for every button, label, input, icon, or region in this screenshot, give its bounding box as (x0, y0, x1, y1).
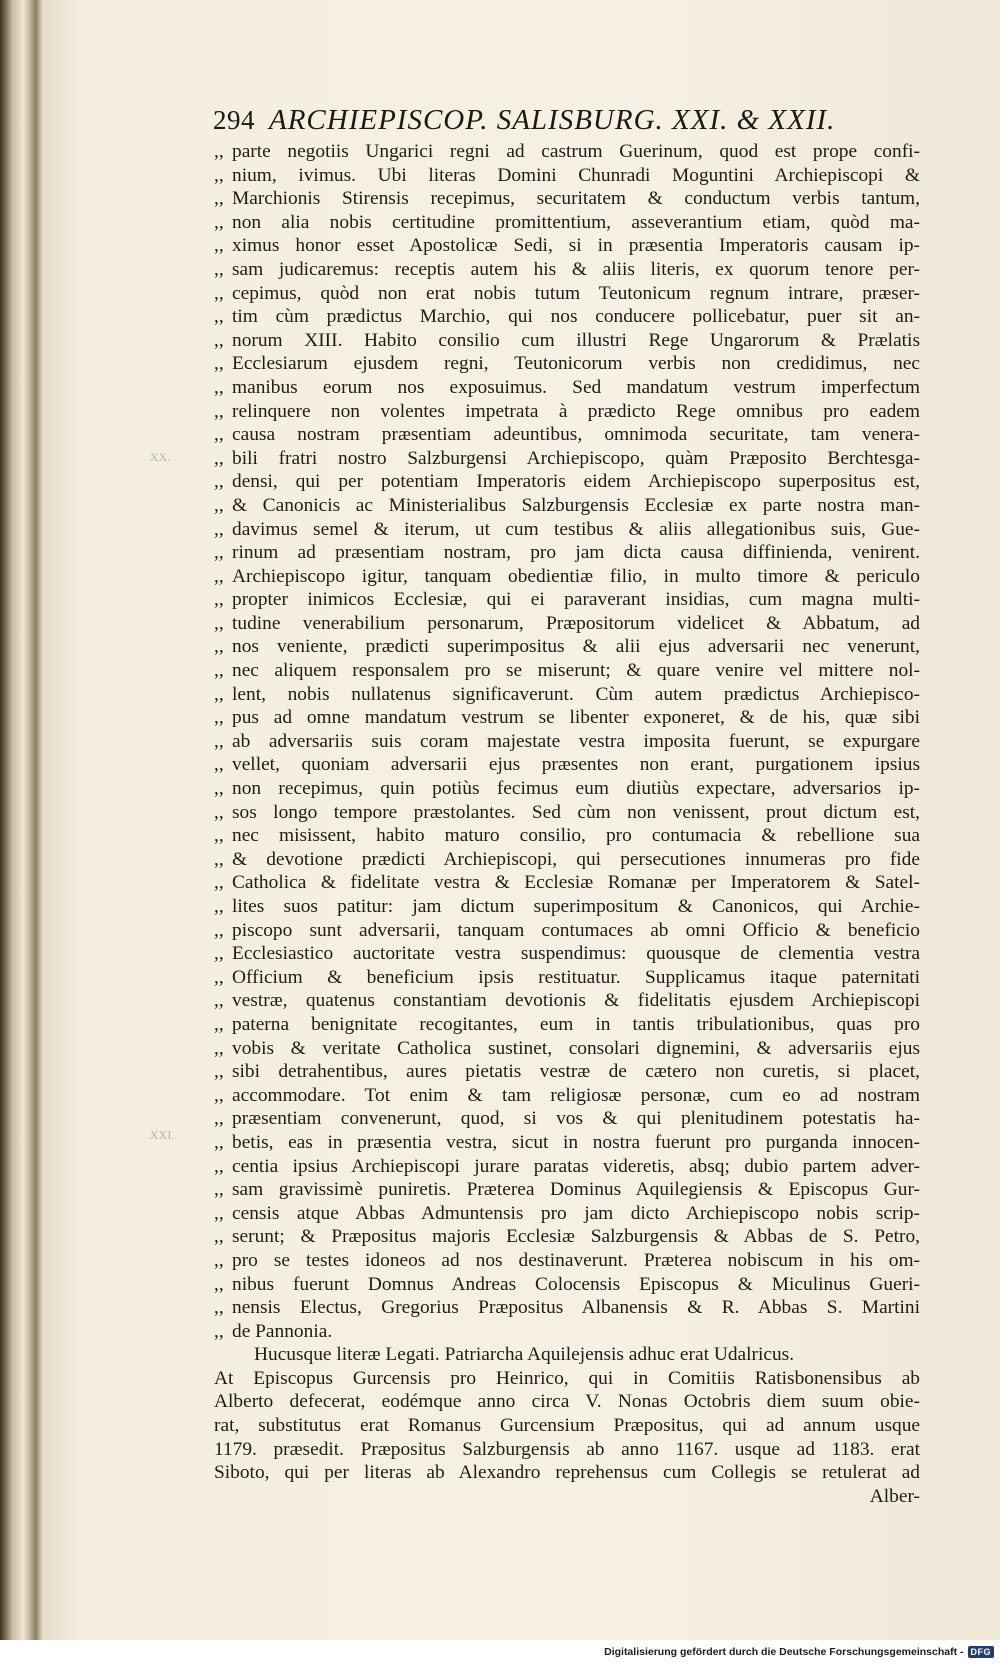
line-text: rinum ad præsentiam nostram, pro jam dicta causa diffinienda, venirent. (232, 542, 920, 564)
text-line (214, 1225, 920, 1249)
line-text: centia ipsius Archiepiscopi jurare paratas videretis, absq; dubio partem adver- (232, 1155, 920, 1177)
line-text: rat, substitutus erat Romanus Gurcensium Præpositus, qui ad annum usque (214, 1415, 920, 1437)
quote-mark: ,, (214, 754, 224, 776)
text-line (214, 1273, 920, 1297)
line-text: parte negotiis Ungarici regni ad castrum Guerinum, quod est prope confi- (232, 141, 920, 162)
line-text: davimus semel & iterum, ut cum testibus & aliis allegationibus suis, Gue- (232, 518, 920, 540)
line-text: piscopo sunt adversarii, tanquam contumaces ab omni Officio & beneficio (232, 919, 920, 941)
line-text: vellet, quoniam adversarii ejus præsentes non erant, purgationem ipsius (232, 754, 920, 776)
text-line (214, 1461, 920, 1485)
line-text: Hucusque literæ Legati. Patriarcha Aquilejensis adhuc erat Udalricus. (254, 1344, 795, 1366)
text-line (214, 541, 920, 565)
catchword (214, 1485, 920, 1509)
text-line (214, 824, 920, 848)
text-line (214, 635, 920, 659)
line-text: Alberto defecerat, eodémque anno circa V. Nonas Octobris diem suum obie- (214, 1391, 920, 1413)
line-text: nensis Electus, Gregorius Præpositus Albanensis & R. Abbas S. Martini (232, 1297, 920, 1319)
line-text: Archiepiscopo igitur, tanquam obedientiæ filio, in multo timore & periculo (232, 565, 920, 587)
line-text: sibi detrahentibus, aures pietatis vestræ de cætero non curetis, si placet, (232, 1061, 920, 1083)
line-text: nium, ivimus. Ubi literas Domini Chunradi Moguntini Archiepiscopi & (232, 164, 920, 186)
quote-mark: ,, (214, 1320, 224, 1342)
quote-mark: ,, (214, 1202, 224, 1224)
line-text: At Episcopus Gurcensis pro Heinrico, qui in Comitiis Ratisbonensibus ab (214, 1367, 920, 1389)
text-line (214, 400, 920, 424)
line-text: ab adversariis suis coram majestate vestra imposita fuerunt, se expurgare (232, 730, 920, 752)
digitization-footer (0, 1640, 1000, 1664)
text-line (214, 1155, 920, 1179)
text-line (214, 234, 920, 258)
text-line (214, 447, 920, 471)
line-text: Siboto, qui per literas ab Alexandro reprehensus cum Collegis se retulerat ad (214, 1462, 920, 1484)
text-line (214, 565, 920, 589)
line-text: vestræ, quatenus constantiam devotionis & fidelitatis ejusdem Archiepiscopi (232, 990, 920, 1012)
line-text: Ecclesiastico auctoritate vestra suspendimus: quousque de clementia vestra (232, 943, 920, 965)
line-text: 1179. præsedit. Præpositus Salzburgensis ab anno 1167. usque ad 1183. erat (214, 1438, 920, 1460)
line-text: sam gravissimè puniretis. Præterea Dominus Aquilegiensis & Episcopus Gur- (232, 1179, 920, 1201)
text-line (214, 659, 920, 683)
quote-mark: ,, (214, 306, 224, 328)
text-line (214, 518, 920, 542)
quote-mark: ,, (214, 518, 224, 540)
text-line (214, 942, 920, 966)
quote-mark: ,, (214, 471, 224, 493)
line-text: & devotione prædicti Archiepiscopi, qui persecutiones innumeras pro fide (232, 848, 920, 870)
quote-mark: ,, (214, 801, 224, 823)
quote-mark: ,, (214, 943, 224, 965)
quote-mark: ,, (214, 188, 224, 210)
quote-mark: ,, (214, 612, 224, 634)
quote-mark: ,, (214, 589, 224, 611)
line-text: paterna benignitate recogitantes, eum in tantis tribulationibus, quas pro (232, 1013, 920, 1035)
line-text: Alber- (869, 1485, 920, 1507)
line-text: norum XIII. Habito consilio cum illustri Rege Ungarorum & Prælatis (232, 329, 920, 351)
quote-mark: ,, (214, 636, 224, 658)
text-line (214, 187, 920, 211)
line-text: Ecclesiarum ejusdem regni, Teutonicorum verbis non credidimus, nec (232, 353, 920, 375)
text-line (214, 1343, 920, 1367)
quote-mark: ,, (214, 1108, 224, 1130)
quote-mark: ,, (214, 258, 224, 280)
text-line (214, 1438, 920, 1462)
quote-mark: ,, (214, 730, 224, 752)
quote-mark: ,, (214, 141, 224, 162)
text-line (214, 1107, 920, 1131)
quote-mark: ,, (214, 424, 224, 446)
line-text: non recepimus, quin potiùs fecimus eum diutiùs expectare, adversarios ip- (232, 778, 920, 800)
line-text: bili fratri nostro Salzburgensi Archiepiscopo, quàm Præposito Berchtesga- (232, 447, 920, 469)
quote-mark: ,, (214, 872, 224, 894)
quote-mark: ,, (214, 896, 224, 917)
text-line (214, 730, 920, 754)
quote-mark: ,, (214, 778, 224, 800)
line-text: de Pannonia. (232, 1320, 333, 1342)
quote-mark: ,, (214, 400, 224, 422)
text-line (214, 1296, 920, 1320)
line-text: sam judicaremus: receptis autem his & aliis literis, ex quorum tenore per- (232, 258, 920, 280)
quote-mark: ,, (214, 825, 224, 847)
text-line (214, 1249, 920, 1273)
quote-mark: ,, (214, 329, 224, 351)
line-text: & Canonicis ac Ministerialibus Salzburgensis Ecclesiæ ex parte nostra man- (232, 494, 920, 516)
text-line (214, 1202, 920, 1226)
text-line (214, 1037, 920, 1061)
margin-bleedthrough-xx: XX. (150, 450, 171, 464)
text-line (214, 848, 920, 872)
line-text: relinquere non volentes impetrata à prædicto Rege omnibus pro eadem (232, 400, 920, 422)
line-text: causa nostram præsentiam adeuntibus, omnimoda securitate, tam venera- (232, 424, 920, 446)
quote-mark: ,, (214, 1226, 224, 1248)
quote-mark: ,, (214, 1249, 224, 1271)
page-header (213, 104, 893, 142)
footer-credit: Digitalisierung gefördert durch die Deutsche Forschungsgemeinschaft - (604, 1646, 964, 1658)
quote-mark: ,, (214, 447, 224, 469)
line-text: præsentiam convenerunt, quod, si vos & qui plenitudinem potestatis ha- (232, 1108, 920, 1130)
line-text: censis atque Abbas Admuntensis pro jam dicto Archiepiscopo nobis scrip- (232, 1202, 920, 1224)
quote-mark: ,, (214, 1037, 224, 1059)
text-line (214, 588, 920, 612)
text-line (214, 1390, 920, 1414)
text-line (214, 211, 920, 235)
line-text: densi, qui per potentiam Imperatoris eidem Archiepiscopo superpositus est, (232, 471, 920, 493)
quote-mark: ,, (214, 683, 224, 705)
text-line (214, 1084, 920, 1108)
text-line (214, 494, 920, 518)
text-line (214, 1367, 920, 1391)
line-text: nibus fuerunt Domnus Andreas Colocensis Episcopus & Miculinus Gueri- (232, 1273, 920, 1295)
line-text: non alia nobis certitudine promittentium, asseverantium etiam, quòd ma- (232, 211, 920, 233)
text-line (214, 989, 920, 1013)
quote-mark: ,, (214, 282, 224, 304)
line-text: lites suos patitur: jam dictum superimpositum & Canonicos, qui Archie- (232, 896, 920, 917)
line-text: Officium & beneficium ipsis restituatur. Supplicamus itaque paternitati (232, 966, 920, 988)
body-text (214, 140, 920, 1508)
quote-mark: ,, (214, 494, 224, 516)
quote-mark: ,, (214, 376, 224, 398)
text-line (214, 329, 920, 353)
quote-mark: ,, (214, 990, 224, 1012)
quote-mark: ,, (214, 1131, 224, 1153)
text-line (214, 966, 920, 990)
text-line (214, 753, 920, 777)
text-line (214, 683, 920, 707)
page-number: 294 (213, 105, 255, 135)
line-text: Catholica & fidelitate vestra & Ecclesiæ Romanæ per Imperatorem & Satel- (232, 872, 920, 894)
text-line (214, 258, 920, 282)
quote-mark: ,, (214, 848, 224, 870)
text-line (214, 871, 920, 895)
line-text: Marchionis Stirensis recepimus, securitatem & conductum verbis tantum, (232, 188, 920, 210)
line-text: accommodare. Tot enim & tam religiosæ personæ, cum eo ad nostram (232, 1084, 920, 1106)
line-text: nec aliquem responsalem pro se miserunt; & quare venire vel mittere nol- (232, 660, 920, 682)
quote-mark: ,, (214, 1273, 224, 1295)
line-text: betis, eas in præsentia vestra, sicut in nostra fuerunt pro purganda innocen- (232, 1131, 920, 1153)
line-text: ximus honor esset Apostolicæ Sedi, si in præsentia Imperatoris causam ip- (232, 235, 920, 257)
quote-mark: ,, (214, 164, 224, 186)
quote-mark: ,, (214, 211, 224, 233)
line-text: vobis & veritate Catholica sustinet, consolari dignemini, & adversariis ejus (232, 1037, 920, 1059)
line-text: sos longo tempore præstolantes. Sed cùm non venissent, prout dictum est, (232, 801, 920, 823)
quote-mark: ,, (214, 235, 224, 257)
margin-bleedthrough-xxi: XXI. (150, 1128, 175, 1142)
line-text: nec misissent, habito maturo consilio, pro contumacia & rebellione sua (232, 825, 920, 847)
quote-mark: ,, (214, 919, 224, 941)
quote-mark: ,, (214, 1297, 224, 1319)
quote-mark: ,, (214, 707, 224, 729)
quote-mark: ,, (214, 1013, 224, 1035)
line-text: nos veniente, prædicti superimpositus & alii ejus adversarii nec venerunt, (232, 636, 920, 658)
text-line (214, 801, 920, 825)
text-line (214, 612, 920, 636)
text-line (214, 895, 920, 919)
quote-mark: ,, (214, 1155, 224, 1177)
line-text: cepimus, quòd non erat nobis tutum Teutonicum regnum intrare, præser- (232, 282, 920, 304)
line-text: lent, nobis nullatenus significaverunt. Cùm autem prædictus Archiepisco- (232, 683, 920, 705)
book-binding-edge (0, 0, 42, 1640)
text-line (214, 919, 920, 943)
text-line (214, 1060, 920, 1084)
line-text: pus ad omne mandatum vestrum se libenter exponeret, & de his, quæ sibi (232, 707, 920, 729)
text-line (214, 1320, 920, 1344)
text-line (214, 423, 920, 447)
quote-mark: ,, (214, 966, 224, 988)
quote-mark: ,, (214, 1084, 224, 1106)
text-line (214, 1178, 920, 1202)
line-text: propter inimicos Ecclesiæ, qui ei paraverant insidias, cum magna multi- (232, 589, 920, 611)
text-line (214, 1131, 920, 1155)
quote-mark: ,, (214, 353, 224, 375)
quote-mark: ,, (214, 542, 224, 564)
text-line (214, 352, 920, 376)
text-line (214, 1013, 920, 1037)
line-text: tim cùm prædictus Marchio, qui nos conducere pollicebatur, puer sit an- (232, 306, 920, 328)
line-text: tudine venerabilium personarum, Præpositorum videlicet & Abbatum, ad (232, 612, 920, 634)
text-line (214, 140, 920, 164)
text-line (214, 706, 920, 730)
running-head: ARCHIEPISCOP. SALISBURG. XXI. & XXII. (269, 104, 836, 136)
quote-mark: ,, (214, 1061, 224, 1083)
quote-mark: ,, (214, 660, 224, 682)
text-line (214, 164, 920, 188)
line-text: pro se testes idoneos ad nos destinaverunt. Præterea nobiscum in his om- (232, 1249, 920, 1271)
text-line (214, 470, 920, 494)
dfg-logo: DFG (968, 1646, 995, 1658)
text-line (214, 376, 920, 400)
quote-mark: ,, (214, 565, 224, 587)
text-line (214, 777, 920, 801)
text-line (214, 1414, 920, 1438)
line-text: serunt; & Præpositus majoris Ecclesiæ Salzburgensis & Abbas de S. Petro, (232, 1226, 920, 1248)
quote-mark: ,, (214, 1179, 224, 1201)
text-line (214, 282, 920, 306)
text-line (214, 305, 920, 329)
line-text: manibus eorum nos exposuimus. Sed mandatum vestrum imperfectum (232, 376, 920, 398)
